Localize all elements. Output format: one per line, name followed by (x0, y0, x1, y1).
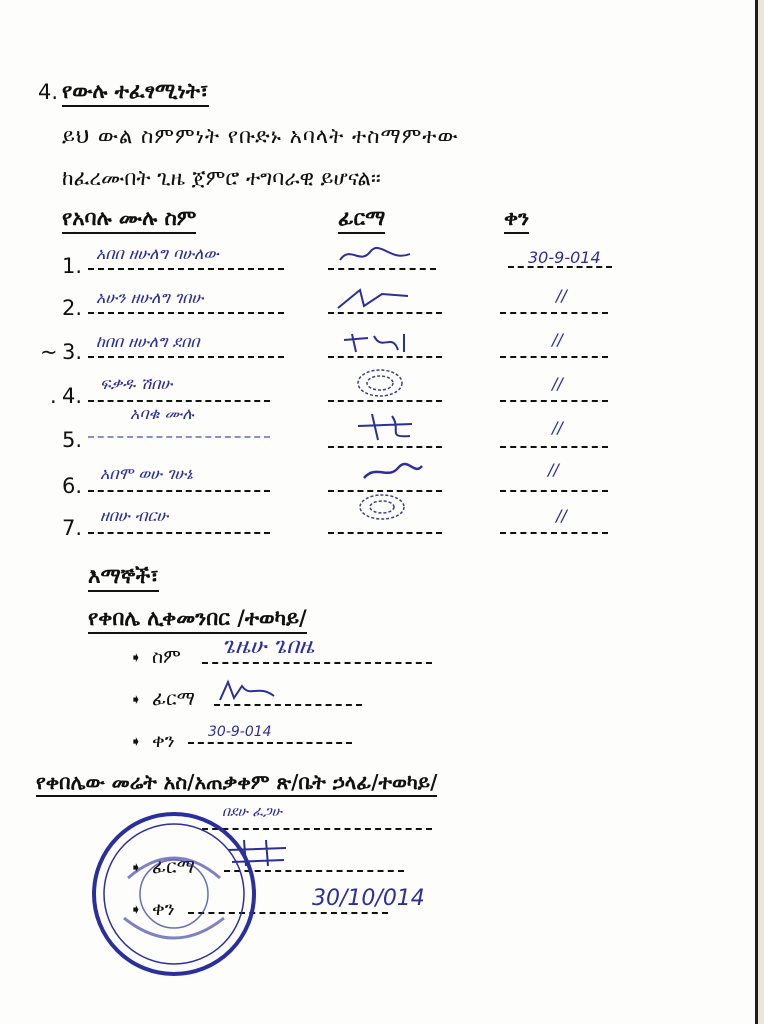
member-name: አበሞ ወሁ ገሁኔ (100, 464, 193, 483)
signature-mark (214, 676, 284, 706)
name-line (88, 490, 270, 492)
page-edge (758, 0, 764, 1024)
member-name: አባቁ ሙሉ (130, 404, 194, 423)
name-line (88, 436, 270, 438)
signature-mark (330, 284, 420, 314)
date-line (500, 400, 608, 402)
member-name: አበበ ዘሁለግ ባሁለው (96, 244, 219, 263)
section-heading: የውሉ ተፈፃሚነት፣ (62, 79, 209, 107)
thumbprint-mark (352, 490, 412, 524)
signature-mark (352, 410, 422, 444)
signature-mark (330, 240, 420, 270)
signature-line (328, 356, 442, 358)
member-date: // (552, 374, 563, 393)
member-name: ፍቃዱ ሽበሁ (100, 374, 173, 393)
row-number: 5. (62, 428, 83, 452)
date-line (500, 446, 608, 448)
office-date-label: ቀን (152, 898, 175, 920)
arrow-bullet-icon: ➧ (130, 650, 142, 666)
signature-line (328, 400, 442, 402)
receiver-name-label: ስም (152, 646, 181, 668)
signature-line (328, 312, 442, 314)
member-date: // (552, 330, 563, 349)
name-line (88, 532, 270, 534)
row-number: 6. (62, 474, 83, 498)
signature-line (328, 446, 442, 448)
arrow-bullet-icon: ➧ (130, 902, 142, 918)
row-number: 7. (62, 516, 83, 540)
signature-line (328, 532, 442, 534)
receiver-name-line (202, 662, 432, 664)
member-date: // (556, 286, 567, 305)
row-number: 2. (62, 296, 83, 320)
office-date-value: 30/10/014 (312, 886, 425, 911)
thumbprint-mark (350, 366, 410, 400)
receiver-date-value: 30-9-014 (208, 724, 272, 740)
receiver-name-value: ጌዜሁ ጌበዜ (222, 634, 314, 659)
row-number: 1. (62, 254, 83, 278)
receiver-signature-label: ፊርማ (152, 688, 195, 710)
member-date: 30-9-014 (528, 248, 601, 267)
office-signature-label: ፊርማ (152, 856, 195, 878)
arrow-bullet-icon: ➧ (130, 860, 142, 876)
office-title: የቀበሌው መሬት አስ/አጠቃቀም ጽ/ቤት ኃላፊ/ተወካይ/ (36, 770, 437, 797)
body-line-2: ከፈረሙበት ጊዜ ጀምሮ ተግባራዊ ይሆናል፡፡ (62, 166, 381, 190)
member-name: ዘበሁ ብርሁ (100, 506, 169, 525)
official-stamp-icon (88, 808, 260, 980)
body-line-1: ይህ ውል ስምምነት የቡድኑ አባላት ተስማምተው (62, 124, 459, 148)
member-date: // (552, 418, 563, 437)
date-line (500, 312, 608, 314)
row-number: 4. (62, 384, 83, 408)
name-line (88, 312, 284, 314)
receiver-date-label: ቀን (152, 730, 175, 752)
date-line (500, 356, 608, 358)
member-date: // (548, 460, 559, 479)
witnesses-heading: እማኞች፣ (88, 564, 159, 592)
name-line (88, 400, 270, 402)
receiver-date-line (188, 742, 352, 744)
row-tick: . (50, 384, 57, 408)
signature-line (328, 268, 436, 270)
section-number: 4. (38, 80, 59, 104)
member-name: አሁን ዘሁለግ ገበሁ (96, 288, 204, 307)
member-date: // (556, 506, 567, 525)
page-edge-shadow (755, 0, 758, 1024)
receiver-title: የቀበሌ ሊቀመንበር /ተወካይ/ (88, 606, 307, 634)
row-number: 3. (62, 340, 83, 364)
name-line (88, 268, 284, 270)
office-name-value: በደሁ ፈጋሁ (222, 804, 282, 820)
signature-mark (338, 328, 418, 358)
arrow-bullet-icon: ➧ (130, 734, 142, 750)
row-tick: ~ (40, 340, 58, 364)
signature-mark (358, 458, 428, 486)
member-name: ከበበ ዘሁለግ ደበበ (96, 332, 200, 351)
arrow-bullet-icon: ➧ (130, 692, 142, 708)
column-header-signature: ፊርማ (338, 206, 385, 234)
date-line (508, 266, 612, 268)
column-header-name: የአባሉ ሙሉ ስም (62, 206, 196, 234)
receiver-signature-line (214, 704, 362, 706)
date-line (500, 532, 608, 534)
date-line (500, 490, 608, 492)
name-line (88, 356, 284, 358)
column-header-date: ቀን (504, 206, 529, 234)
